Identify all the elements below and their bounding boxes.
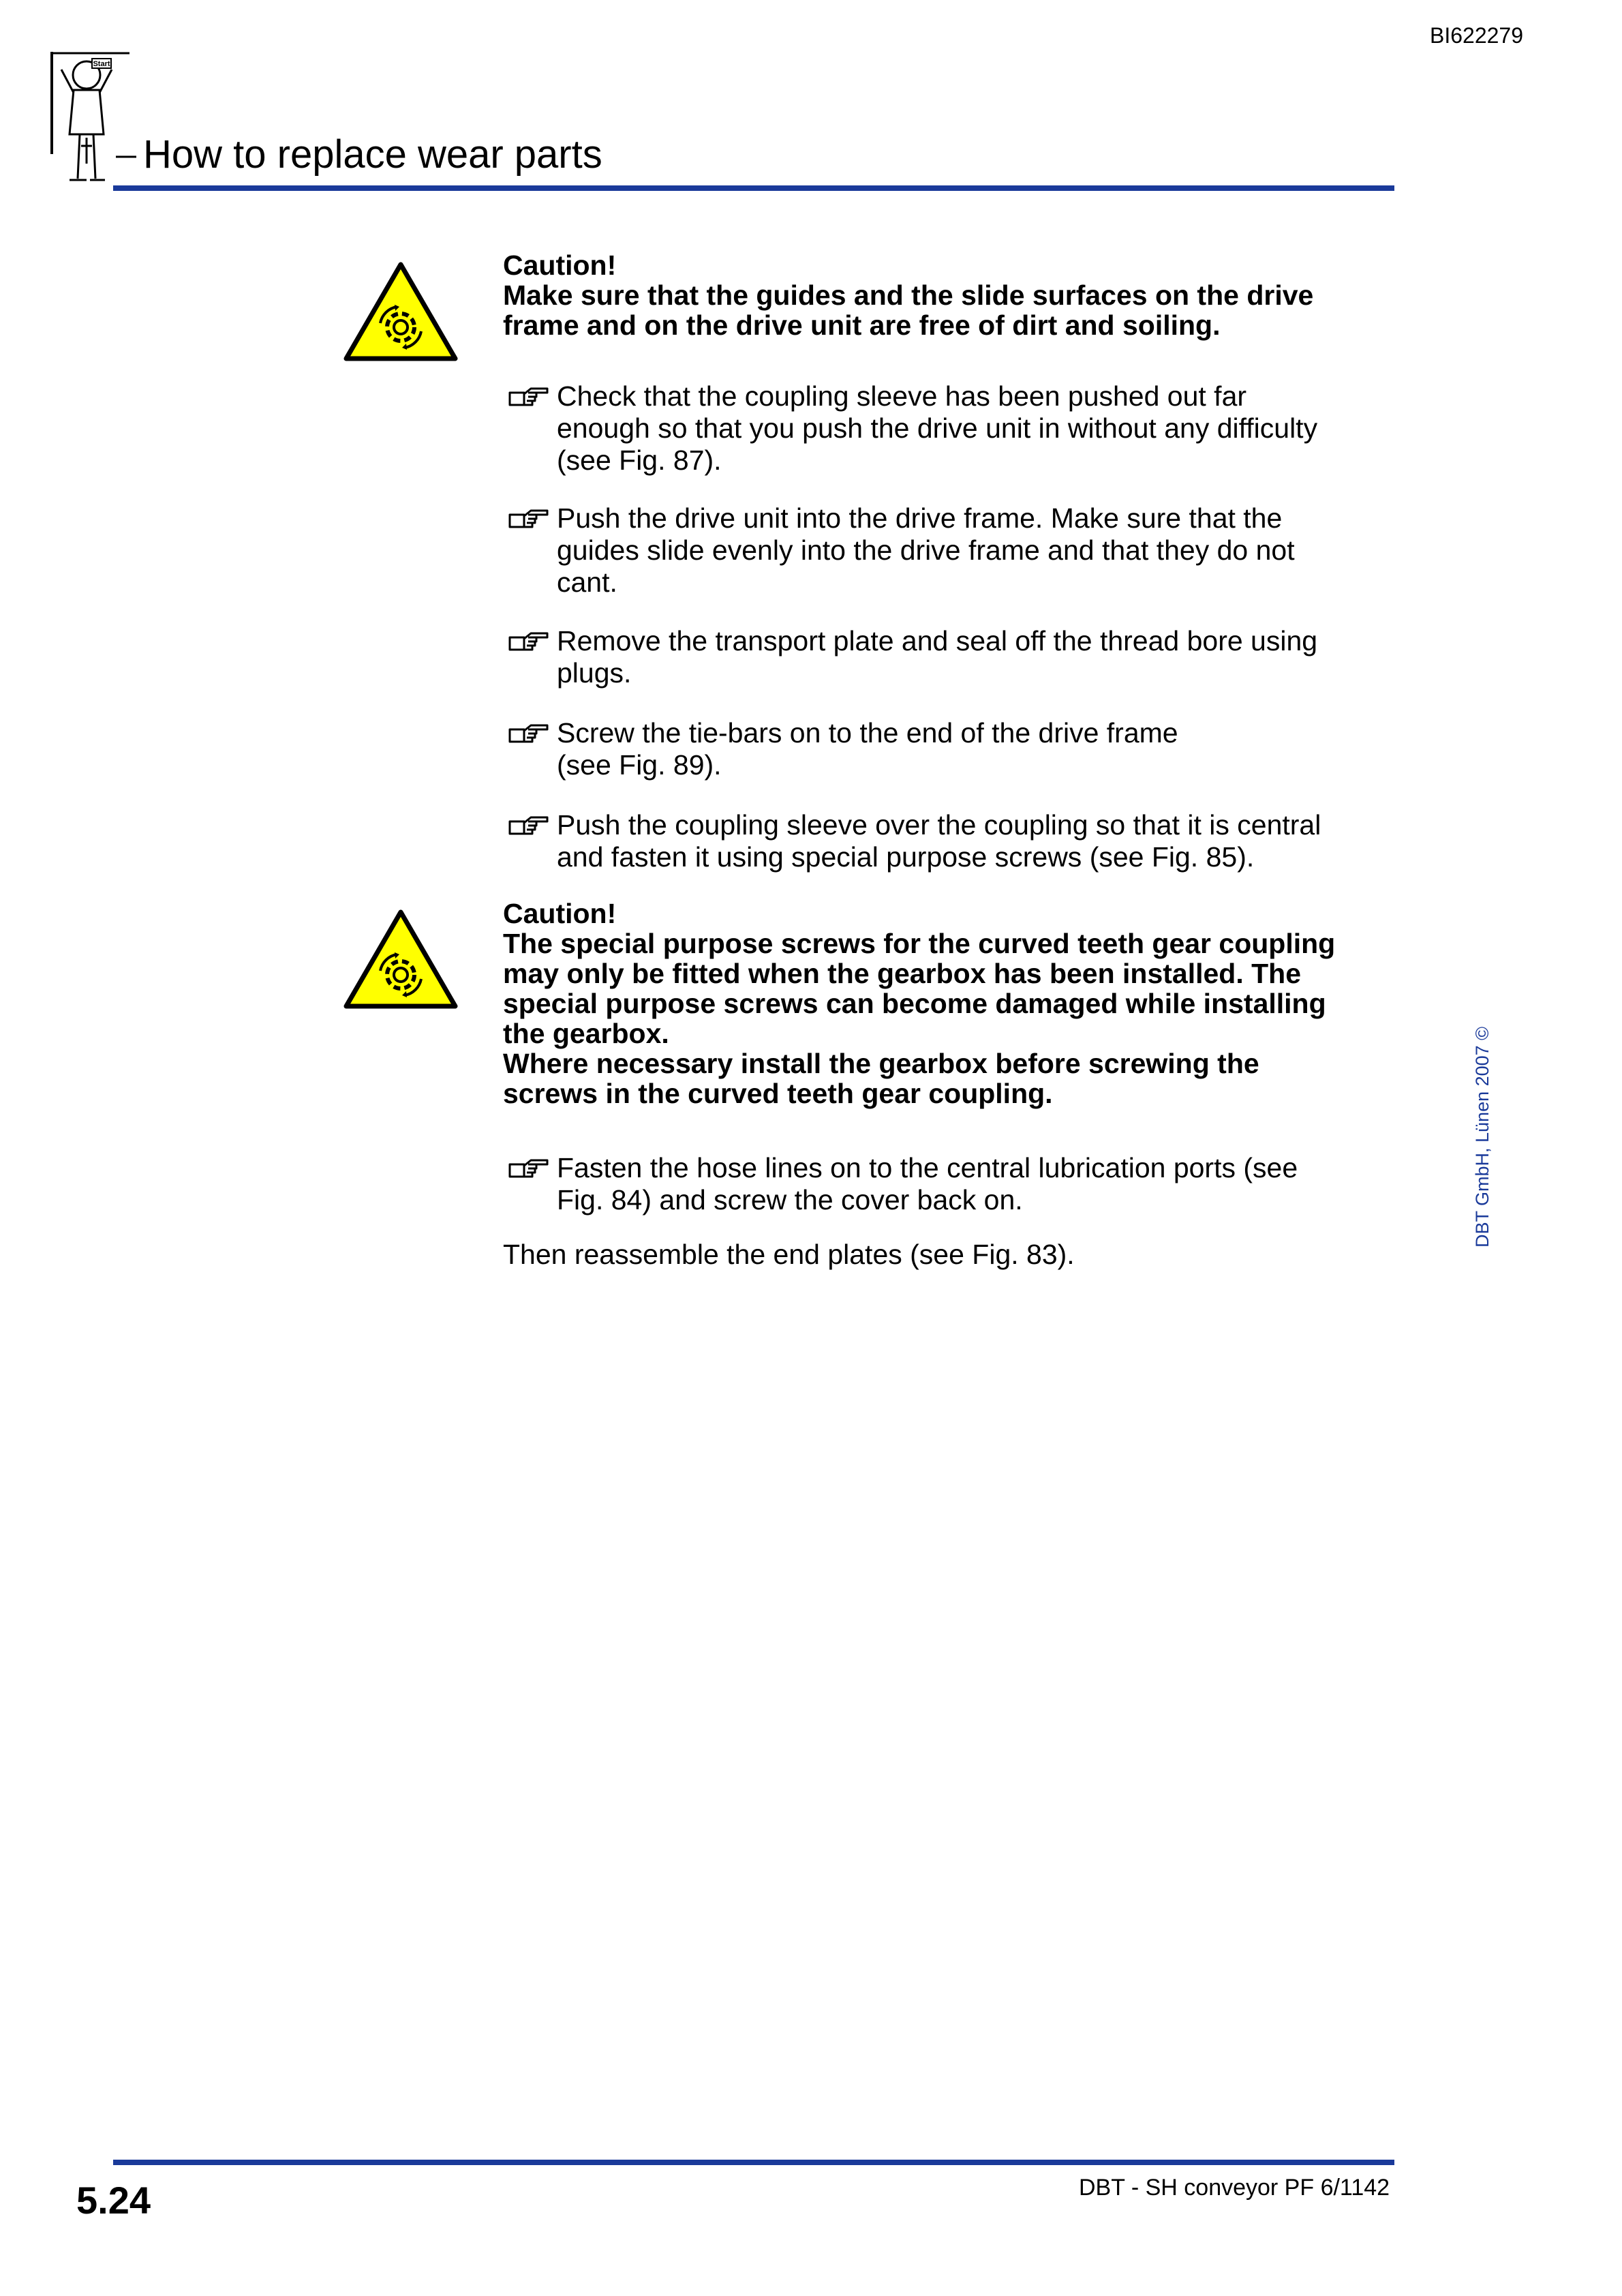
step-line: Fasten the hose lines on to the central lubrication ports (see [557,1152,1298,1183]
pointing-hand-icon [508,813,550,838]
step-line: Check that the coupling sleeve has been pushed out far [557,380,1247,412]
step-line: (see Fig. 87). [557,444,722,476]
caution-line: The special purpose screws for the curved teeth gear coupling [503,928,1336,959]
step-line: Push the coupling sleeve over the coupling so that it is central [557,809,1321,841]
step-line: enough so that you push the drive unit in without any difficulty [557,412,1318,444]
logo-start-label: Start [93,60,110,68]
warning-rotating-gear-icon [341,259,461,364]
caution-block [503,250,1396,340]
caution-line: Where necessary install the gearbox before screwing the [503,1048,1259,1079]
pointing-hand-icon [508,507,550,531]
caution-line: may only be fitted when the gearbox has been installed. The [503,958,1302,989]
caution-line: screws in the curved teeth gear coupling. [503,1078,1053,1109]
footer-document-title: DBT - SH conveyor PF 6/1142 [1079,2175,1390,2201]
warning-rotating-gear-icon [341,907,461,1012]
pointing-hand-icon [508,1156,550,1181]
caution-heading: Caution! [503,250,617,281]
closing-paragraph: Then reassemble the end plates (see Fig. 83). [503,1239,1075,1270]
step-line: guides slide evenly into the drive frame and that they do not [557,534,1295,566]
caution-line: frame and on the drive unit are free of dirt and soiling. [503,309,1221,341]
start-worker-logo [49,49,138,185]
page-title: How to replace wear parts [143,132,602,177]
pointing-hand-icon [508,384,550,409]
footer-rule [113,2160,1394,2165]
caution-heading: Caution! [503,898,617,929]
step-line: and fasten it using special purpose screws (see Fig. 85). [557,841,1255,873]
step-line: plugs. [557,657,632,689]
copyright-notice: DBT GmbH, Lünen 2007 © [1472,1026,1493,1248]
caution-block [503,898,1396,1108]
step-line: (see Fig. 89). [557,749,722,781]
step-line: Push the drive unit into the drive frame. Make sure that the [557,502,1283,534]
pointing-hand-icon [508,629,550,654]
step-line: cant. [557,567,617,598]
caution-line: the gearbox. [503,1018,669,1049]
page-number: 5.24 [76,2179,151,2222]
document-id: BI622279 [1430,23,1524,48]
header-rule [113,185,1394,191]
caution-line: Make sure that the guides and the slide surfaces on the drive [503,280,1314,311]
pointing-hand-icon [508,721,550,746]
step-line: Remove the transport plate and seal off the thread bore using [557,625,1318,656]
step-line: Screw the tie-bars on to the end of the drive frame [557,717,1178,749]
caution-line: special purpose screws can become damaged while installing [503,988,1326,1019]
step-line: Fig. 84) and screw the cover back on. [557,1184,1023,1215]
